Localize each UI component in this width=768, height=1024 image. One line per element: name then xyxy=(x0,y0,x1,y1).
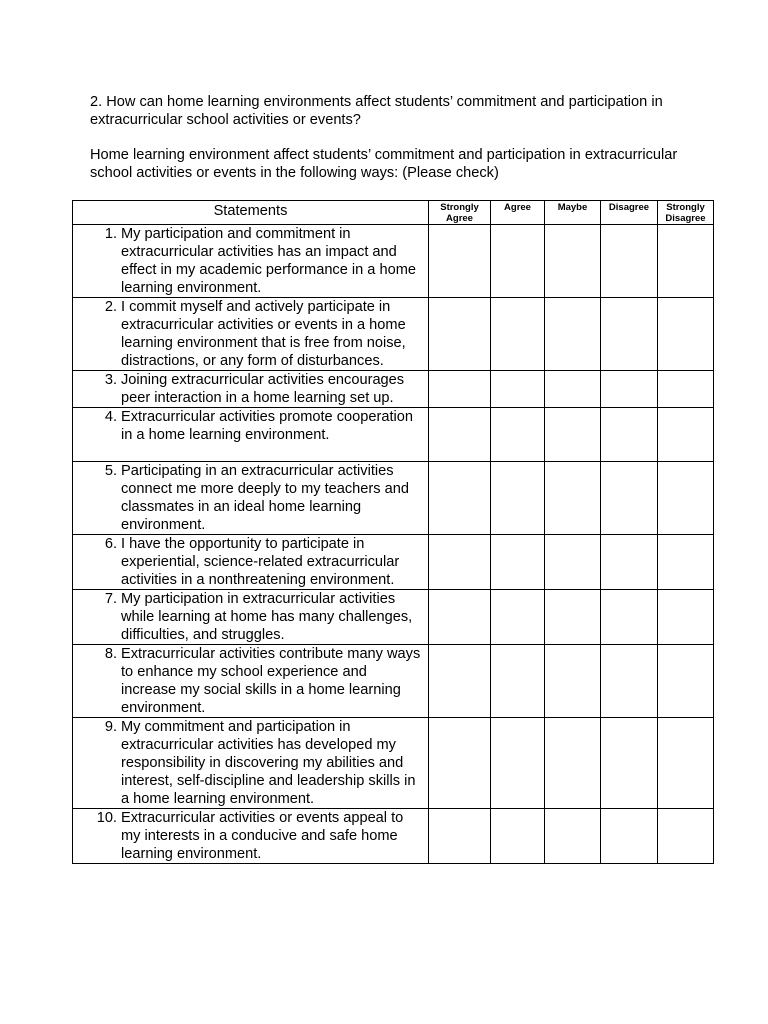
statement-cell xyxy=(73,225,429,298)
check-cell-strongly-agree[interactable] xyxy=(429,298,491,371)
likert-table xyxy=(72,200,714,864)
check-cell-strongly-agree[interactable] xyxy=(429,809,491,864)
statement-number: 10. xyxy=(96,810,117,826)
check-cell-agree[interactable] xyxy=(491,809,545,864)
check-cell-strongly-disagree[interactable] xyxy=(658,718,714,809)
check-cell-agree[interactable] xyxy=(491,298,545,371)
statement-text: Joining extracurricular activities encourages peer interaction in a home learning set up. xyxy=(121,372,405,406)
option-maybe: Maybe xyxy=(545,201,601,225)
statement-text: My commitment and participation in extracurricular activities has developed my responsibility in discovering my abilities and interest, self-discipline and leadership skills in a home learning environment. xyxy=(121,719,416,807)
table-row xyxy=(73,590,714,645)
statement-text: Extracurricular activities promote cooperation in a home learning environment. xyxy=(121,409,413,443)
check-cell-disagree[interactable] xyxy=(601,462,658,535)
statements-header: Statements xyxy=(73,201,429,225)
check-cell-strongly-agree[interactable] xyxy=(429,590,491,645)
check-cell-maybe[interactable] xyxy=(545,809,601,864)
check-cell-disagree[interactable] xyxy=(601,371,658,408)
statement-cell xyxy=(73,809,429,864)
statement-cell xyxy=(73,645,429,718)
option-disagree: Disagree xyxy=(601,201,658,225)
check-cell-disagree[interactable] xyxy=(601,535,658,590)
check-cell-disagree[interactable] xyxy=(601,298,658,371)
statement-cell xyxy=(73,462,429,535)
check-cell-strongly-disagree[interactable] xyxy=(658,298,714,371)
statement-cell xyxy=(73,408,429,462)
table-row xyxy=(73,408,714,462)
statement-cell xyxy=(73,371,429,408)
statement-text: Participating in an extracurricular activities connect me more deeply to my teachers and classmates in an ideal home learning environment. xyxy=(121,463,409,533)
statement-cell xyxy=(73,298,429,371)
check-cell-agree[interactable] xyxy=(491,371,545,408)
check-cell-agree[interactable] xyxy=(491,225,545,298)
table-row xyxy=(73,718,714,809)
check-cell-strongly-disagree[interactable] xyxy=(658,462,714,535)
statement-number: 6. xyxy=(104,536,117,552)
option-strongly-disagree: Strongly Disagree xyxy=(658,201,714,225)
check-cell-disagree[interactable] xyxy=(601,718,658,809)
check-cell-agree[interactable] xyxy=(491,718,545,809)
check-cell-maybe[interactable] xyxy=(545,718,601,809)
statement-text: My participation in extracurricular activities while learning at home has many challenges, difficulties, and struggles. xyxy=(121,591,413,643)
check-cell-strongly-agree[interactable] xyxy=(429,225,491,298)
check-cell-strongly-agree[interactable] xyxy=(429,371,491,408)
check-cell-agree[interactable] xyxy=(491,535,545,590)
check-cell-disagree[interactable] xyxy=(601,408,658,462)
check-cell-agree[interactable] xyxy=(491,408,545,462)
statement-number: 3. xyxy=(104,372,117,388)
check-cell-strongly-disagree[interactable] xyxy=(658,225,714,298)
intro-text: Home learning environment affect students’ commitment and participation in extracurricular school activities or events in the following ways: (Please check) xyxy=(90,147,678,181)
check-cell-maybe[interactable] xyxy=(545,408,601,462)
option-strongly-agree: Strongly Agree xyxy=(429,201,491,225)
option-agree: Agree xyxy=(491,201,545,225)
table-row xyxy=(73,535,714,590)
check-cell-strongly-agree[interactable] xyxy=(429,408,491,462)
statement-number: 5. xyxy=(104,463,117,479)
check-cell-maybe[interactable] xyxy=(545,225,601,298)
statement-number: 8. xyxy=(104,646,117,662)
table-row xyxy=(73,298,714,371)
statement-number: 7. xyxy=(104,591,117,607)
check-cell-strongly-disagree[interactable] xyxy=(658,371,714,408)
check-cell-strongly-agree[interactable] xyxy=(429,462,491,535)
check-cell-strongly-agree[interactable] xyxy=(429,535,491,590)
check-cell-maybe[interactable] xyxy=(545,590,601,645)
statement-text: My participation and commitment in extracurricular activities has an impact and effect in my academic performance in a home learning environment. xyxy=(121,226,416,296)
statement-text: Extracurricular activities contribute many ways to enhance my school experience and increase my social skills in a home learning environment. xyxy=(121,646,421,716)
statement-number: 1. xyxy=(104,226,117,242)
check-cell-strongly-disagree[interactable] xyxy=(658,535,714,590)
statement-text: Extracurricular activities or events appeal to my interests in a conducive and safe home learning environment. xyxy=(121,810,404,862)
table-row xyxy=(73,371,714,408)
table-row xyxy=(73,225,714,298)
statement-cell xyxy=(73,590,429,645)
statement-number: 4. xyxy=(104,409,117,425)
statement-cell xyxy=(73,535,429,590)
statement-text: I have the opportunity to participate in experiential, science-related extracurricular activities in a nonthreatening environment. xyxy=(121,536,400,588)
check-cell-maybe[interactable] xyxy=(545,535,601,590)
check-cell-disagree[interactable] xyxy=(601,645,658,718)
statement-text: I commit myself and actively participate in extracurricular activities or events in a home learning environment that is free from noise, distractions, or any form of disturbances. xyxy=(121,299,406,369)
check-cell-disagree[interactable] xyxy=(601,809,658,864)
check-cell-disagree[interactable] xyxy=(601,590,658,645)
statement-number: 2. xyxy=(104,299,117,315)
question-text: 2. How can home learning environments affect students’ commitment and participation in extracurricular school activities or events? xyxy=(90,94,663,128)
check-cell-strongly-agree[interactable] xyxy=(429,718,491,809)
check-cell-agree[interactable] xyxy=(491,645,545,718)
statement-cell xyxy=(73,718,429,809)
check-cell-agree[interactable] xyxy=(491,590,545,645)
check-cell-strongly-agree[interactable] xyxy=(429,645,491,718)
check-cell-maybe[interactable] xyxy=(545,298,601,371)
check-cell-maybe[interactable] xyxy=(545,371,601,408)
statement-number: 9. xyxy=(104,719,117,735)
table-row xyxy=(73,809,714,864)
check-cell-agree[interactable] xyxy=(491,462,545,535)
check-cell-maybe[interactable] xyxy=(545,645,601,718)
table-row xyxy=(73,462,714,535)
check-cell-strongly-disagree[interactable] xyxy=(658,590,714,645)
check-cell-strongly-disagree[interactable] xyxy=(658,645,714,718)
check-cell-strongly-disagree[interactable] xyxy=(658,809,714,864)
table-row xyxy=(73,645,714,718)
check-cell-maybe[interactable] xyxy=(545,462,601,535)
check-cell-disagree[interactable] xyxy=(601,225,658,298)
check-cell-strongly-disagree[interactable] xyxy=(658,408,714,462)
